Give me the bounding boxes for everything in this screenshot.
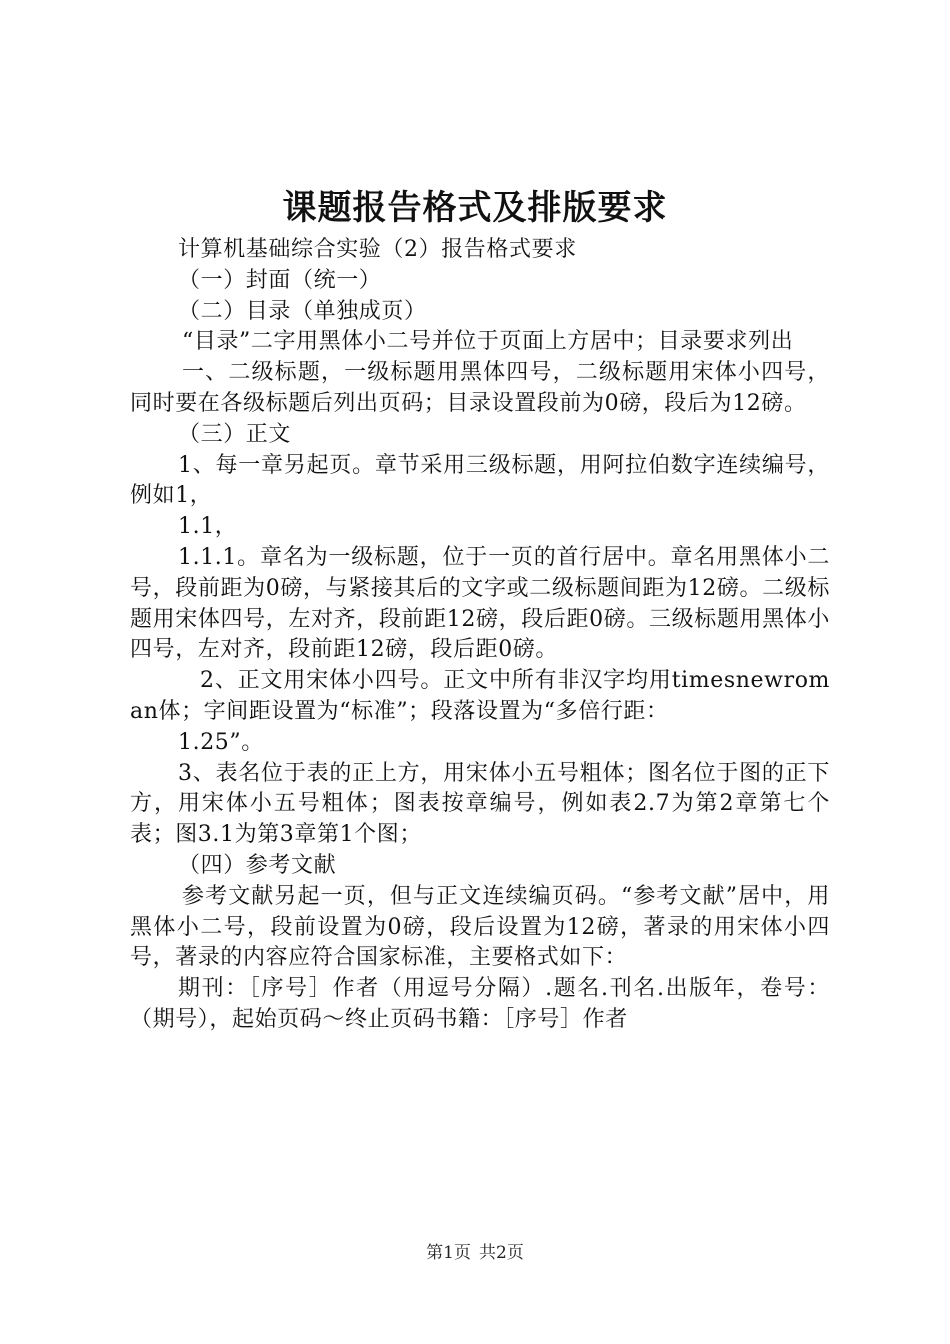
- paragraph: 1.1.1。章名为一级标题，位于一页的首行居中。章名用黑体小二号，段前距为0磅，与紧接其后的文字或二级标题间距为12磅。二级标题用宋体四号，左对齐，段前距12磅，段后距0磅。三级标题用黑体小四号，左对齐，段前距12磅，段后距0磅。: [130, 544, 830, 663]
- paragraph: “目录”二字用黑体小二号并位于页面上方居中；目录要求列出: [182, 329, 794, 355]
- page-total: 共2页: [479, 1243, 524, 1263]
- paragraph: （四）参考文献: [178, 852, 337, 878]
- paragraph: （三）正文: [178, 421, 292, 447]
- page-number: 第1页: [426, 1243, 471, 1263]
- paragraph: （二）目录（单独成页）: [178, 298, 427, 324]
- paragraph: 1.25”。: [178, 729, 264, 755]
- paragraph: （一）封面（统一）: [178, 267, 382, 293]
- paragraph: 计算机基础综合实验（2）报告格式要求: [178, 237, 577, 262]
- paragraph: 1.1，: [178, 514, 238, 540]
- document-title: 课题报告格式及排版要求: [282, 188, 668, 228]
- paragraph: 一、二级标题，一级标题用黑体四号，二级标题用宋体小四号，同时要在各级标题后列出页码；目录设置段前为0磅，段后为12磅。: [130, 360, 830, 416]
- page-footer: [0, 1241, 950, 1265]
- paragraph: 2、正文用宋体小四号。正文中所有非汉字均用timesnewroman体；字间距设置为“标准”；段落设置为“多倍行距：: [130, 668, 830, 724]
- paragraph: 期刊：［序号］作者（用逗号分隔）.题名.刊名.出版年，卷号：（期号），起始页码～终止页码书籍：［序号］作者: [130, 976, 830, 1032]
- document-body: [130, 235, 830, 1036]
- paragraph: 3、表名位于表的正上方，用宋体小五号粗体；图名位于图的正下方，用宋体小五号粗体；图表按章编号，例如表2.7为第2章第七个表；图3.1为第3章第1个图；: [130, 760, 830, 848]
- paragraph: 参考文献另起一页，但与正文连续编页码。“参考文献”居中，用黑体小二号，段前设置为0磅，段后设置为12磅，著录的用宋体小四号，著录的内容应符合国家标准，主要格式如下：: [130, 883, 830, 971]
- paragraph: 1、每一章另起页。章节采用三级标题，用阿拉伯数字连续编号，例如1，: [130, 452, 830, 509]
